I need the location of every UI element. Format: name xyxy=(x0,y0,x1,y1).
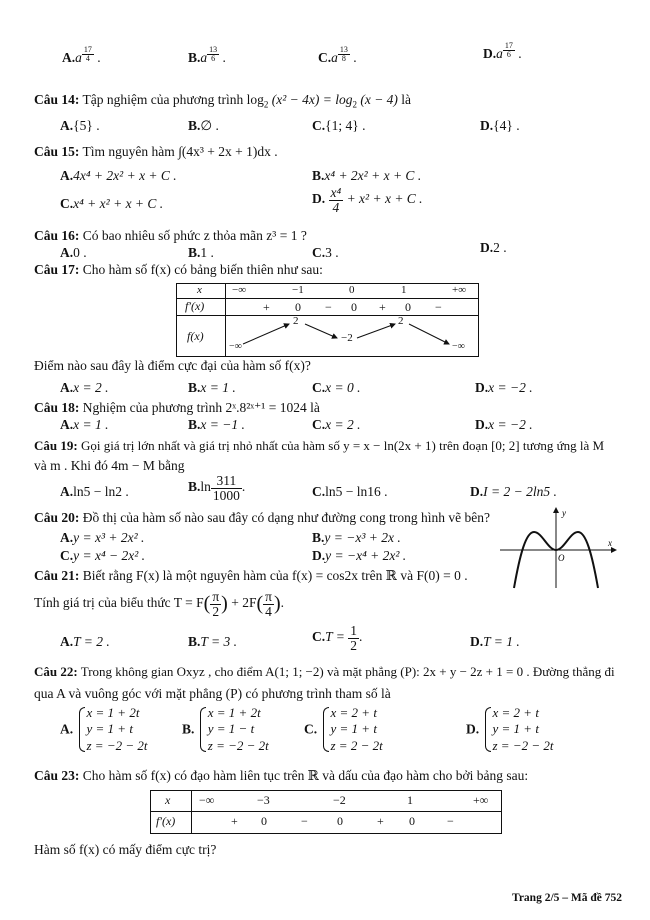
q17-fp-sign: − xyxy=(325,300,332,314)
q23-sign-table xyxy=(150,790,502,834)
q19-option-b: B.ln $\frac{311}{1000}$ . xyxy=(188,473,246,503)
page-footer: Trang 2/5 – Mã đề 752 xyxy=(512,892,622,904)
q14-option-a: A.{5} . xyxy=(60,118,100,133)
q16-option-c: C.3 . xyxy=(312,245,339,260)
q15-stem: Câu 15: Tìm nguyên hàm ∫(4x³ + 2x + 1)dx . xyxy=(34,144,278,159)
q20-x-label: x xyxy=(608,538,612,548)
q17-f-min: −∞ xyxy=(452,341,465,352)
q17-fp-sign: − xyxy=(435,300,442,314)
q21-option-b: B.T = 3 . xyxy=(188,634,238,649)
q15-option-c: C.x⁴ + x² + x + C . xyxy=(60,196,164,211)
q16-option-d: D.2 . xyxy=(480,240,507,255)
q16-option-b: B.1 . xyxy=(188,245,214,260)
q21-stem: Câu 21: Biết rằng F(x) là một nguyên hàm của f(x) = cos2x trên ℝ và F(0) = 0 . xyxy=(34,568,468,583)
q17-fp-sign: 0 xyxy=(351,300,357,314)
q22-option-b: B. x = 1 + 2t y = 1 − t z = −2 − 2t xyxy=(182,705,269,753)
q23-fp-sign: 0 xyxy=(261,814,267,828)
q17-question: Điểm nào sau đây là điểm cực đại của hàm số f(x)? xyxy=(34,358,311,373)
q14-option-d: D.{4} . xyxy=(480,118,520,133)
q13-option-a: A.a $^{\frac{17}{4}}$ . xyxy=(62,45,101,66)
q16-stem: Câu 16: Có bao nhiêu số phức z thỏa mãn z³ = 1 ? xyxy=(34,228,307,243)
q17-fp-sign: 0 xyxy=(295,300,301,314)
q23-stem: Câu 23: Cho hàm số f(x) có đạo hàm liên tục trên ℝ và dấu của đạo hàm cho bởi bảng sau: xyxy=(34,768,529,783)
q17-variation-arrows xyxy=(177,284,478,356)
q22-option-d: D. x = 2 + t y = 1 + t z = −2 − 2t xyxy=(466,705,554,753)
q18-stem: Câu 18: Nghiệm của phương trình 2ˣ.8²ˣ⁺¹ = 1024 là xyxy=(34,400,320,415)
q17-option-b: B.x = 1 . xyxy=(188,380,236,395)
q17-f-label: f(x) xyxy=(187,329,204,343)
q23-fp-sign: + xyxy=(231,814,238,828)
q17-f-min: −2 xyxy=(341,332,353,344)
q23-x-label: x xyxy=(165,793,171,807)
q18-option-a: A.x = 1 . xyxy=(60,417,109,432)
q15-option-b: B.x⁴ + 2x² + x + C . xyxy=(312,168,422,183)
q13-option-c: C.a $^{\frac{13}{8}}$ . xyxy=(318,45,357,66)
q20-graph xyxy=(496,504,620,590)
q23-fp-sign: 0 xyxy=(337,814,343,828)
q17-f-max: 2 xyxy=(293,315,299,327)
q23-x-val: −3 xyxy=(257,793,270,807)
q23-fp-sign: + xyxy=(377,814,384,828)
q23-x-val: +∞ xyxy=(473,793,489,807)
q13-option-b: B.a $^{\frac{13}{6}}$ . xyxy=(188,45,226,66)
q17-f-min: −∞ xyxy=(229,341,242,352)
q19-stem-line2: và m . Khi đó 4m − M bằng xyxy=(34,458,185,473)
q17-f-max: 2 xyxy=(398,315,404,327)
q17-x-val: 1 xyxy=(401,284,407,296)
q18-option-b: B.x = −1 . xyxy=(188,417,245,432)
q21-option-c: C.T = $\frac{1}{2}$ . xyxy=(312,623,363,653)
q15-option-a: A.4x⁴ + 2x² + x + C . xyxy=(60,168,177,183)
q18-option-c: C.x = 2 . xyxy=(312,417,361,432)
q17-x-val: 0 xyxy=(349,284,355,296)
q22-option-a: A. x = 1 + 2t y = 1 + t z = −2 − 2t xyxy=(60,705,148,753)
q13-option-d: D.a $^{\frac{17}{6}}$ . xyxy=(483,41,522,62)
q23-fp-sign: − xyxy=(301,814,308,828)
q17-fp-label: f′(x) xyxy=(185,299,205,313)
q21-stem-line2: Tính giá trị của biểu thức T = F( $\frac{\pi}{2}$ ) + 2F( $\frac{\pi}{4}$ ). xyxy=(34,589,284,619)
q19-stem: Câu 19: Gọi giá trị lớn nhất và giá trị nhỏ nhất của hàm số y = x − ln(2x + 1) trên đoạn [0; 2] tương ứng là M xyxy=(34,438,605,453)
q17-x-val: −1 xyxy=(292,284,304,296)
q17-x-val: −∞ xyxy=(232,284,247,296)
q17-stem: Câu 17: Cho hàm số f(x) có bảng biến thiên như sau: xyxy=(34,262,323,277)
q19-option-c: C.ln5 − ln16 . xyxy=(312,484,388,499)
q20-option-d: D.y = −x⁴ + 2x² . xyxy=(312,548,407,563)
q17-option-a: A.x = 2 . xyxy=(60,380,109,395)
q17-option-c: C.x = 0 . xyxy=(312,380,361,395)
q20-option-a: A.y = x³ + 2x² . xyxy=(60,530,145,545)
q23-fp-label: f′(x) xyxy=(156,814,176,828)
q21-option-d: D.T = 1 . xyxy=(470,634,520,649)
q22-option-c: C. x = 2 + t y = 1 + t z = 2 − 2t xyxy=(304,705,383,753)
q16-option-a: A.0 . xyxy=(60,245,87,260)
q20-option-b: B.y = −x³ + 2x . xyxy=(312,530,401,545)
q23-question: Hàm số f(x) có mấy điểm cực trị? xyxy=(34,842,217,857)
q17-x-label: x xyxy=(197,284,202,296)
q17-fp-sign: + xyxy=(263,300,270,314)
q20-stem: Câu 20: Đồ thị của hàm số nào sau đây có dạng như đường cong trong hình vẽ bên? xyxy=(34,510,490,525)
q17-x-val: +∞ xyxy=(452,284,467,296)
q14-option-c: C.{1; 4} . xyxy=(312,118,366,133)
q23-x-val: −2 xyxy=(333,793,346,807)
q23-x-val: −∞ xyxy=(199,793,215,807)
q23-x-val: 1 xyxy=(407,793,413,807)
q14-option-b: B.∅ . xyxy=(188,118,219,133)
q17-variation-table xyxy=(176,283,479,357)
q23-fp-sign: − xyxy=(447,814,454,828)
q18-option-d: D.x = −2 . xyxy=(475,417,533,432)
q15-option-d: D. $\frac{\text{x⁴}}{4}$ + x² + x + C . xyxy=(312,185,423,215)
q20-option-c: C.y = x⁴ − 2x² . xyxy=(60,548,146,563)
q17-fp-sign: 0 xyxy=(405,300,411,314)
q14-stem: Câu 14: Tập nghiệm của phương trình $\log_2 (x^2 - 4x) = \log_2 (x - 4)$ là xyxy=(34,92,412,110)
q17-fp-sign: + xyxy=(379,300,386,314)
q20-y-label: y xyxy=(562,508,566,518)
q22-stem: Câu 22: Trong không gian Oxyz , cho điểm A(1; 1; −2) và mặt phẳng (P): 2x + y − 2z + 1 = 0 . Đường thẳng đi xyxy=(34,664,615,679)
q19-option-d: D.I = 2 − 2ln5 . xyxy=(470,484,557,499)
q22-stem-line2: qua A và vuông góc với mặt phẳng (P) có phương trình tham số là xyxy=(34,686,391,701)
q20-origin-label: O xyxy=(558,553,565,563)
q17-option-d: D.x = −2 . xyxy=(475,380,533,395)
q19-option-a: A.ln5 − ln2 . xyxy=(60,484,129,499)
q23-fp-sign: 0 xyxy=(409,814,415,828)
q21-option-a: A.T = 2 . xyxy=(60,634,110,649)
